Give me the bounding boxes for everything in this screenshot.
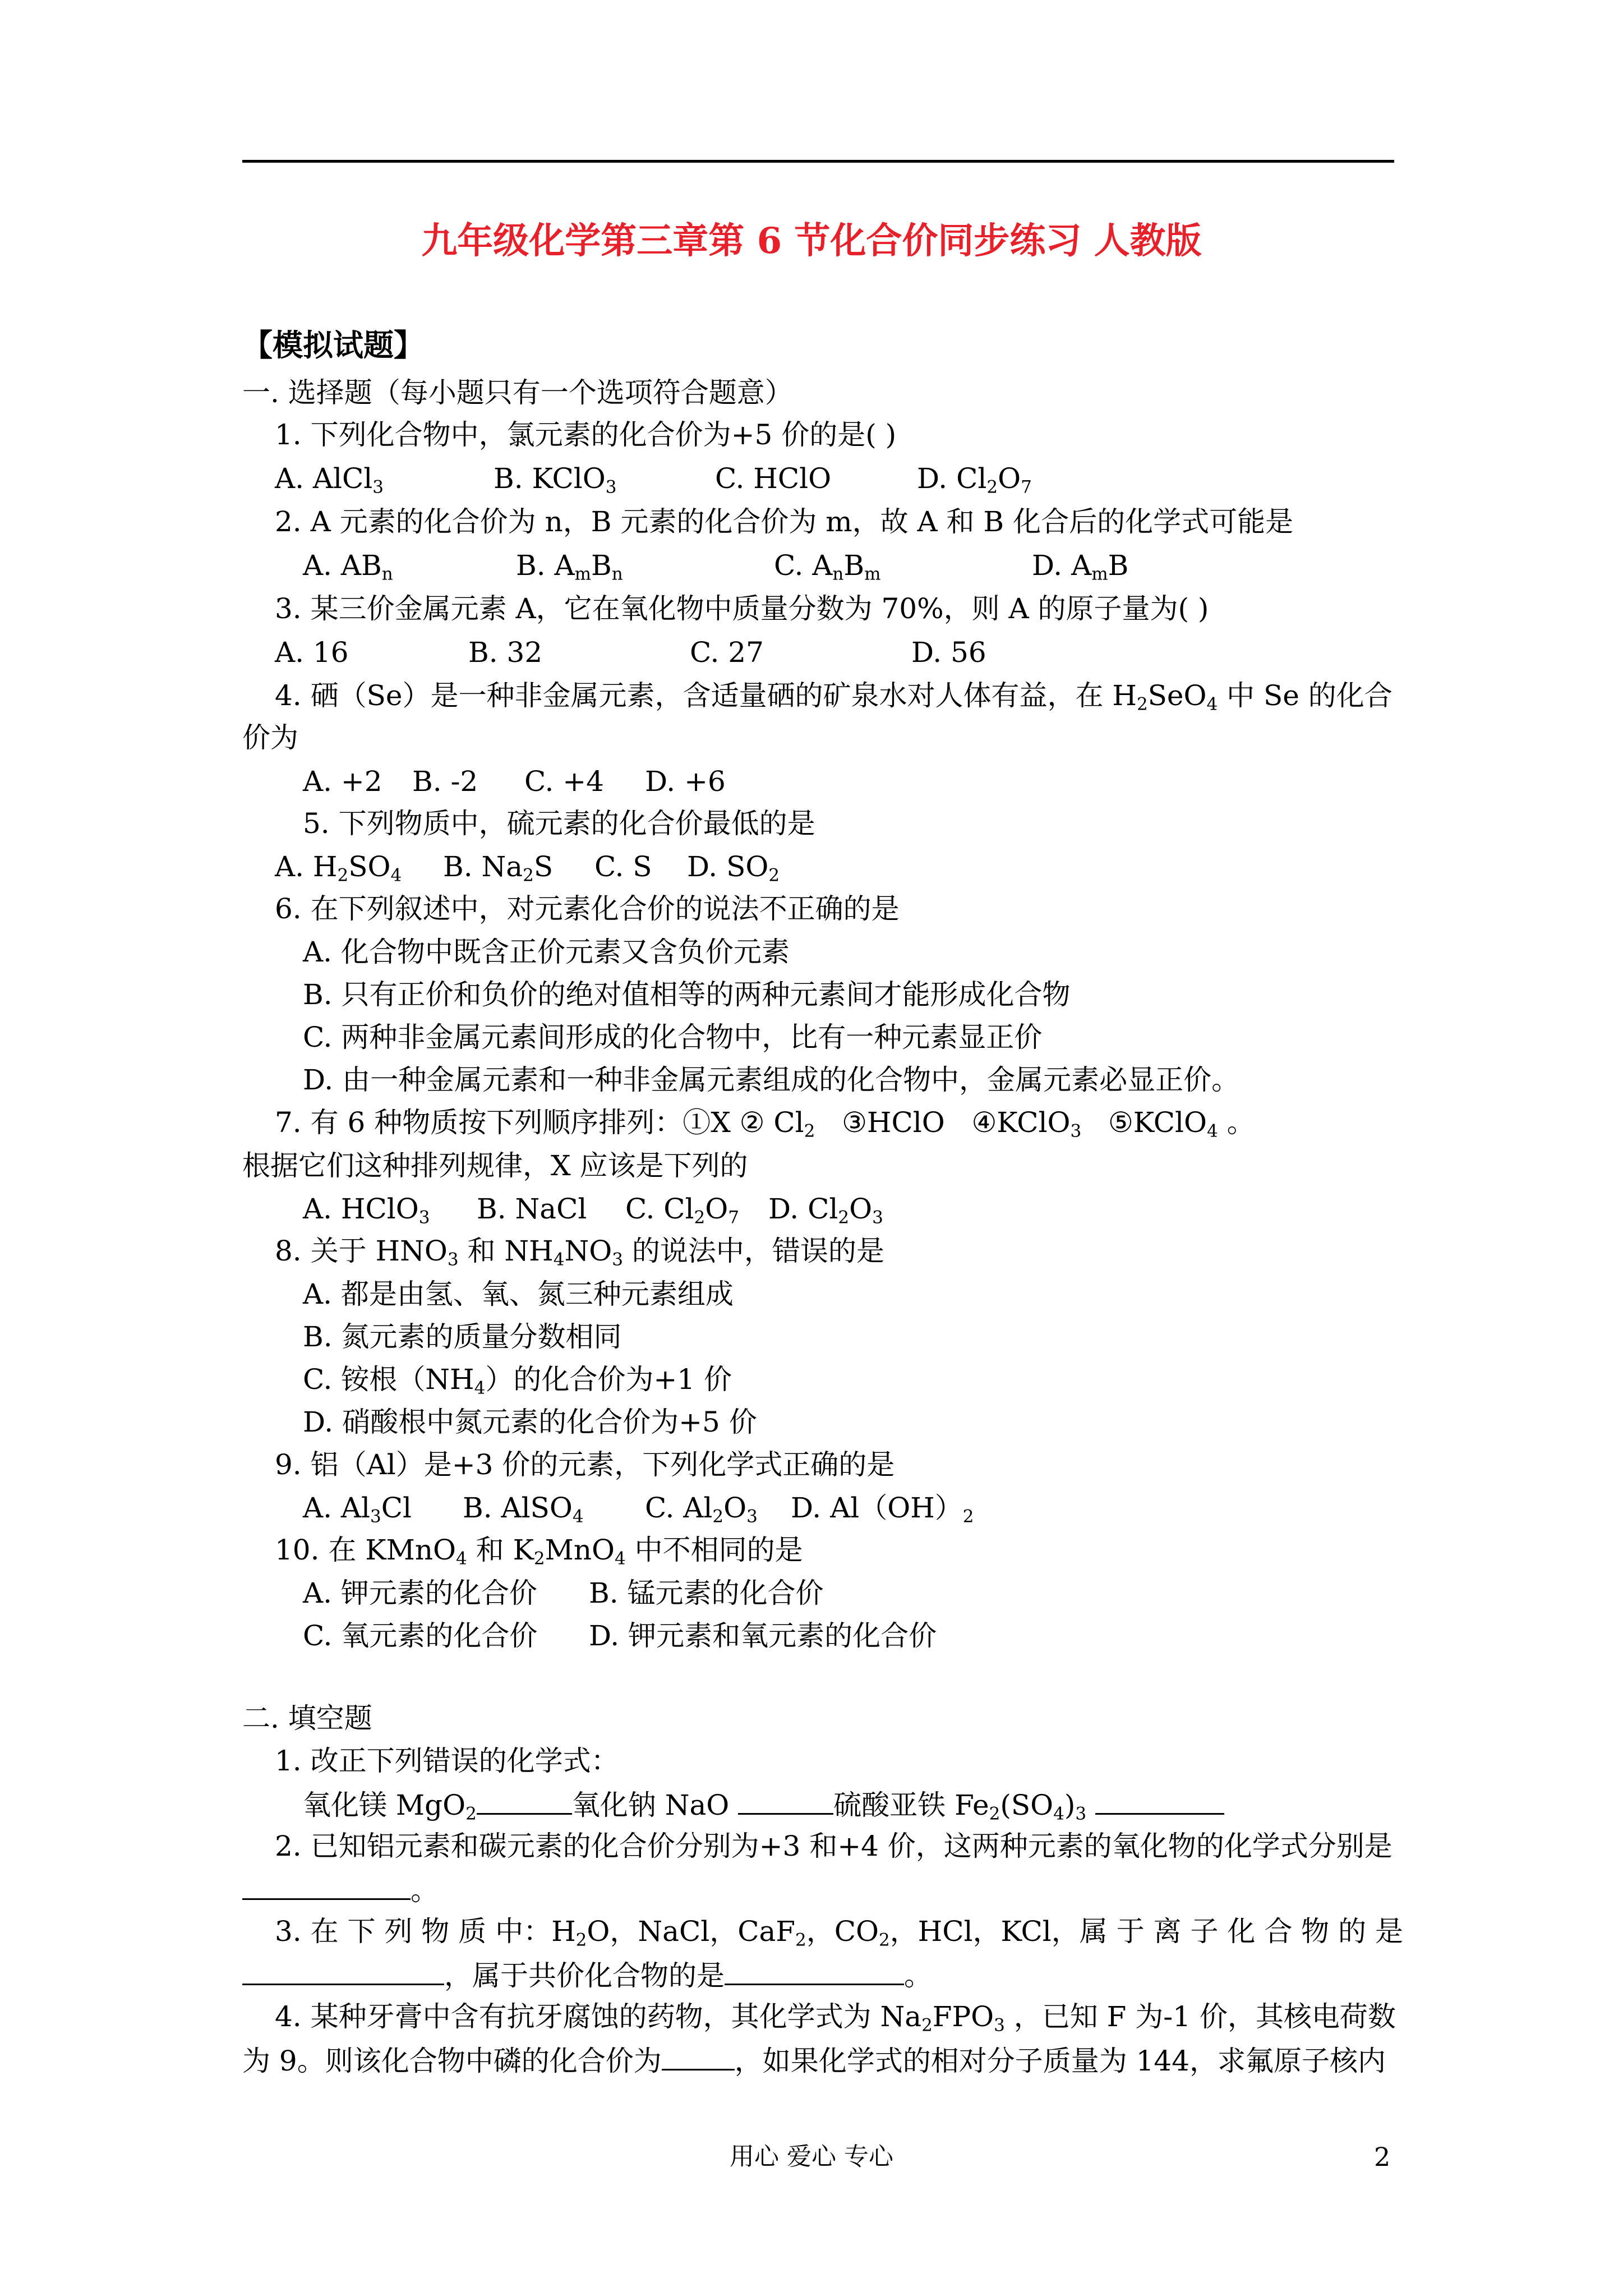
answer-blank[interactable] [242,1954,444,1985]
q8-stem: 8. 关于 $HNO_3$ 和 $NH_4NO_3$ 的说法中，错误的是 [275,1235,884,1270]
q1-options: A. AlCl$_3$ B. KClO$_3$ C. HClO D. $Cl_2O_7$ [275,462,1032,498]
answer-blank[interactable] [242,1869,411,1900]
part1-heading: 一. 选择题（每小题只有一个选项符合题意） [242,376,793,409]
q10-stem: 10. 在 KMnO$_4$ 和 $K_2MnO_4$ 中不相同的是 [275,1534,803,1569]
answer-blank[interactable] [477,1784,572,1815]
q3-stem: 3. 某三价金属元素 A，它在氧化物中质量分数为 70%，则 A 的原子量为( ) [275,592,1209,625]
q2-stem: 2. A 元素的化合价为 n，B 元素的化合价为 m，故 A 和 B 化合后的化学式可能是 [275,505,1294,538]
answer-blank[interactable] [662,2040,735,2070]
part2-heading: 二. 填空题 [242,1702,372,1734]
q8-option-b: B. 氮元素的质量分数相同 [303,1320,622,1353]
q4-stem: 4. 硒（Se）是一种非金属元素，含适量硒的矿泉水对人体有益，在 $H_2SeO_4$ 中 Se 的化合 [275,679,1393,715]
fill-q1-stem: 1. 改正下列错误的化学式： [275,1745,619,1777]
answer-blank[interactable] [725,1954,904,1985]
q10-options-cd: C. 氧元素的化合价 D. 钾元素和氧元素的化合价 [303,1619,937,1652]
fill-q3-stem: 3. 在 下 列 物 质 中：$H_2O$，NaCl，CaF$_2$，$CO_2$，HCl，KCl，属 于 离 子 化 合 物 的 是 [275,1915,1403,1950]
q4-stem-cont: 价为 [242,721,298,754]
q3-options: A. 16 B. 32 C. 27 D. 56 [275,636,986,669]
fill-q2-stem: 2. 已知铝元素和碳元素的化合价分别为+3 和+4 价，这两种元素的氧化物的化学式分别是 [275,1830,1393,1862]
section-header: 【模拟试题】 [242,327,424,363]
page-number: 2 [1374,2142,1391,2172]
q6-option-b: B. 只有正价和负价的绝对值相等的两种元素间才能形成化合物 [303,978,1071,1011]
q7-stem-cont: 根据它们这种排列规律，X 应该是下列的 [242,1149,748,1182]
q8-option-a: A. 都是由氢、氧、氮三种元素组成 [303,1278,734,1310]
q1-stem: 1. 下列化合物中，氯元素的化合价为+5 价的是( ) [275,418,897,451]
answer-blank[interactable] [1095,1784,1224,1815]
q2-options: A. $AB_n$ B. $A_mB_n$ C. $A_nB_m$ D. $A_mB$ [303,549,1129,585]
q9-options: A. $Al_3Cl$ B. AlSO$_4$ C. $Al_2O_3$ D. $Al(OH)_2$ [303,1492,974,1527]
q10-options-ab: A. 钾元素的化合价 B. 锰元素的化合价 [303,1577,824,1609]
fill-q1-items: 氧化镁 MgO$_2$ 氧化钠 NaO 硫酸亚铁 $Fe_2(SO_4)_3$ [303,1784,1224,1825]
q8-option-d: D. 硝酸根中氮元素的化合价为+5 价 [303,1406,757,1438]
footer-motto: 用心 爱心 专心 [730,2142,893,2171]
fill-q2-cont: 。 [242,1869,439,1910]
q6-stem: 6. 在下列叙述中，对元素化合价的说法不正确的是 [275,892,900,925]
q4-options: A. +2 B. -2 C. +4 D. +6 [303,765,726,798]
q7-options: A. HClO$_3$ B. NaCl C. $Cl_2O_7$ D. $Cl_2O_3$ [303,1193,883,1228]
q9-stem: 9. 铝（Al）是+3 价的元素，下列化学式正确的是 [275,1448,895,1481]
q8-option-c: C. 铵根$(NH_4)$的化合价为+1 价 [303,1363,732,1398]
answer-blank[interactable] [738,1784,833,1815]
header-rule [242,160,1394,163]
q5-stem: 5. 下列物质中，硫元素的化合价最低的是 [303,807,815,840]
fill-q4-cont: 为 9。则该化合物中磷的化合价为 ，如果化学式的相对分子质量为 144，求氟原子核内 [242,2040,1386,2081]
q5-options: A. $H_2SO_4$ B. $Na_2S$ C. S D. $SO_2$ [275,850,780,886]
q6-option-a: A. 化合物中既含正价元素又含负价元素 [303,936,790,968]
q6-option-d: D. 由一种金属元素和一种非金属元素组成的化合物中，金属元素必显正价。 [303,1064,1240,1096]
q7-stem: 7. 有 6 种物质按下列顺序排列：①X ② $Cl_2$ ③HClO ④KClO$_3$ ⑤KClO$_4$ 。 [275,1106,1255,1142]
q6-option-c: C. 两种非金属元素间形成的化合物中，比有一种元素显正价 [303,1021,1043,1053]
fill-q4-stem: 4. 某种牙膏中含有抗牙腐蚀的药物，其化学式为 $Na_2FPO_3$ ，已知 F 为-1 价，其核电荷数 [275,2000,1396,2036]
fill-q3-cont: ，属于共价化合物的是 。 [242,1954,932,1995]
page-title: 九年级化学第三章第 6 节化合价同步练习 人教版 [421,220,1202,262]
